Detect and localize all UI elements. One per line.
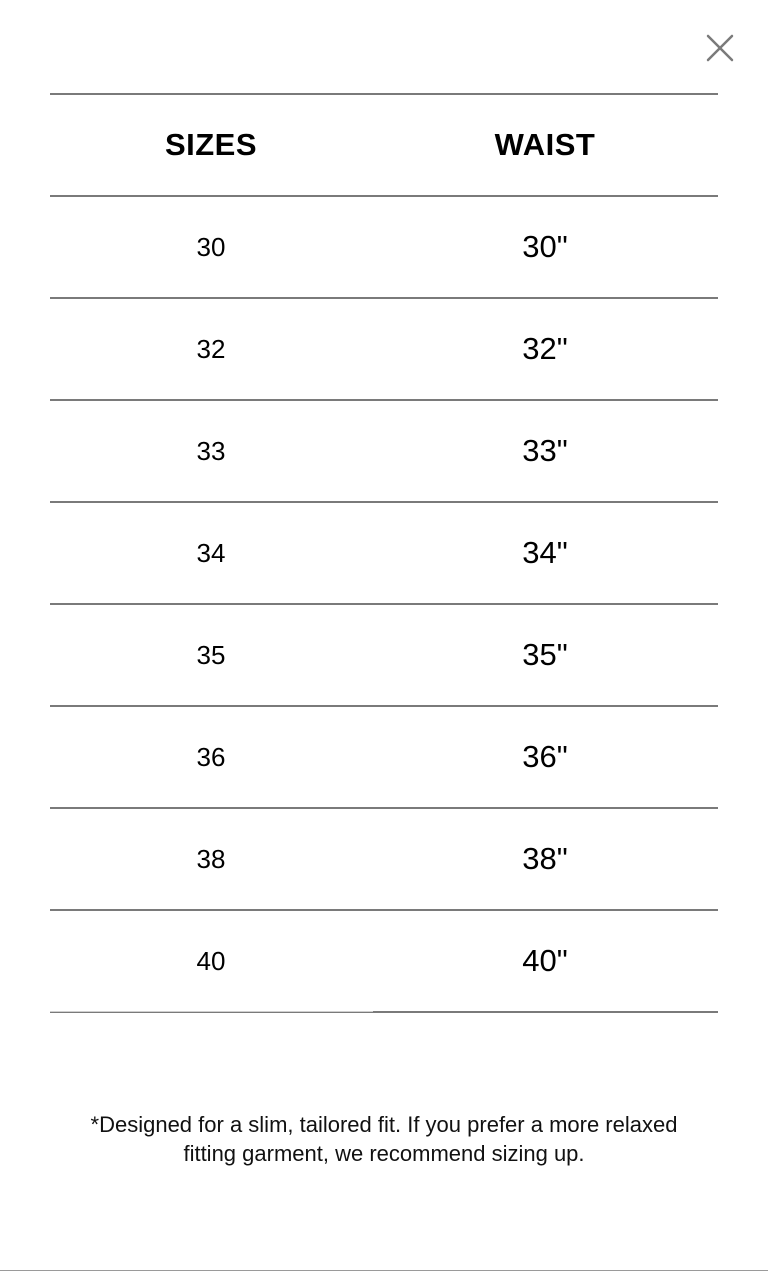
size-cell: 32 [196, 333, 226, 364]
waist-cell: 33" [522, 433, 568, 468]
waist-cell: 35" [522, 637, 568, 672]
size-cell: 30 [196, 231, 226, 262]
table-body [50, 197, 718, 1013]
bottom-divider [0, 1270, 768, 1271]
waist-column-header: WAIST [494, 127, 596, 162]
waist-cell: 32" [522, 331, 568, 366]
waist-cell: 36" [522, 739, 568, 774]
footnote-line-2: fitting garment, we recommend sizing up. [183, 1141, 585, 1166]
close-button[interactable] [700, 28, 740, 68]
size-chart-table [50, 93, 718, 1013]
waist-cell: 38" [522, 841, 568, 876]
table-row [50, 809, 718, 911]
footnote-line-1: *Designed for a slim, tailored fit. If you prefer a more relaxed [90, 1112, 678, 1137]
table-header-row [50, 95, 718, 197]
size-cell: 36 [196, 741, 226, 772]
size-cell: 35 [196, 639, 226, 670]
table-row [50, 707, 718, 809]
table-row [50, 401, 718, 503]
close-icon [700, 28, 740, 68]
table-row [50, 503, 718, 605]
waist-cell: 40" [522, 943, 568, 978]
sizes-column-header: SIZES [164, 127, 258, 162]
waist-cell: 30" [522, 229, 568, 264]
fit-footnote [30, 1110, 738, 1168]
size-cell: 34 [196, 537, 226, 568]
divider [50, 1011, 373, 1012]
table-row [50, 299, 718, 401]
table-row [50, 911, 718, 1013]
size-cell: 38 [196, 843, 226, 874]
size-cell: 40 [196, 945, 226, 976]
table-row [50, 605, 718, 707]
table-row [50, 197, 718, 299]
size-cell: 33 [196, 435, 226, 466]
waist-cell: 34" [522, 535, 568, 570]
